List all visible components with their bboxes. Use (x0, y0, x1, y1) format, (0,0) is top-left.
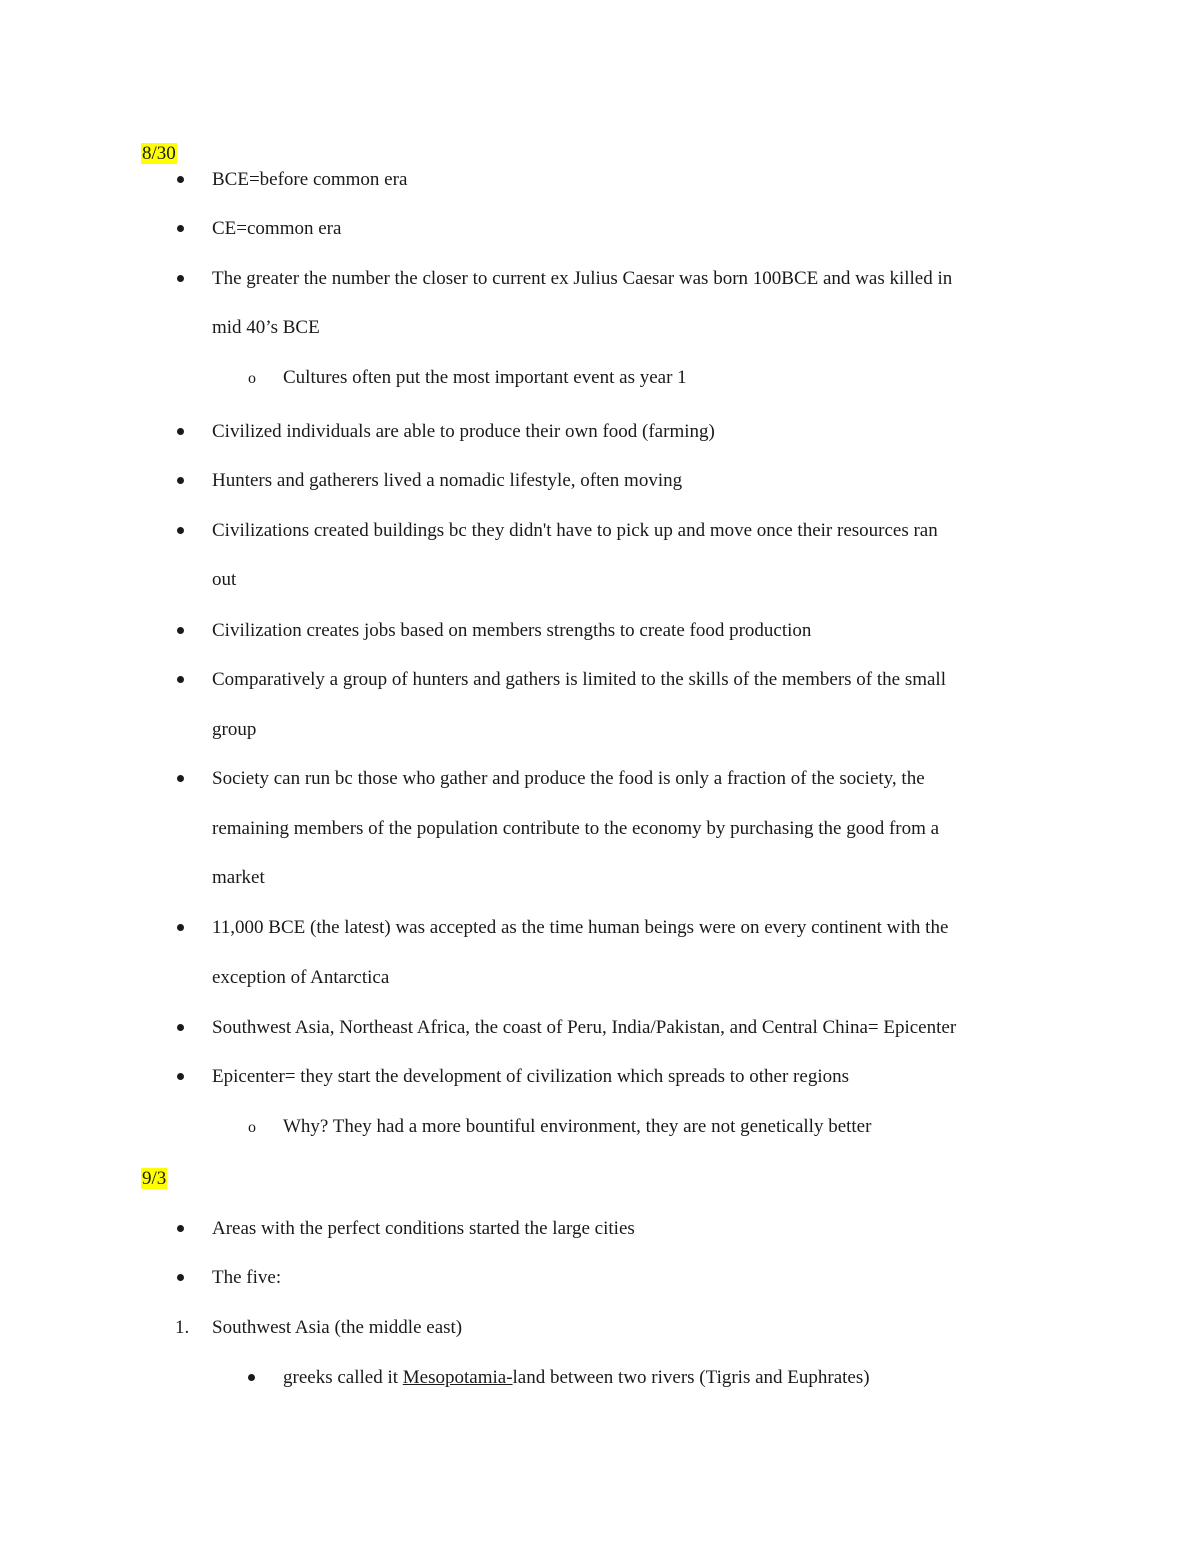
list-item-continuation: mid 40’s BCE (212, 317, 320, 338)
list-item: Hunters and gatherers lived a nomadic lifestyle, often moving (212, 470, 683, 491)
bullet-icon (177, 527, 184, 534)
list-number: 1. (175, 1317, 190, 1338)
list-item-continuation: exception of Antarctica (212, 967, 390, 988)
list-item: Epicenter= they start the development of civilization which spreads to other regions (212, 1066, 849, 1087)
list-item: 11,000 BCE (the latest) was accepted as the time human beings were on every continent with the (212, 917, 949, 938)
list-item-continuation: out (212, 569, 237, 590)
sub-item-suffix: land between two rivers (Tigris and Euphrates) (512, 1367, 870, 1388)
list-item: CE=common era (212, 218, 342, 239)
list-item: Southwest Asia, Northeast Africa, the coast of Peru, India/Pakistan, and Central China= Epicenter (212, 1017, 957, 1038)
list-item: Civilization creates jobs based on members strengths to create food production (212, 620, 812, 641)
bullet-icon (177, 627, 184, 634)
bullet-icon (177, 1073, 184, 1080)
numbered-list-item: Southwest Asia (the middle east) (212, 1317, 463, 1338)
bullet-icon (248, 1374, 255, 1381)
list-item: Civilized individuals are able to produce their own food (farming) (212, 421, 715, 442)
bullet-icon (177, 275, 184, 282)
sub-list-item: Cultures often put the most important event as year 1 (283, 367, 687, 388)
underlined-term: Mesopotamia- (402, 1367, 513, 1388)
bullet-icon (177, 176, 184, 183)
list-item-continuation: group (212, 719, 257, 740)
bullet-icon (177, 924, 184, 931)
list-item: Areas with the perfect conditions started the large cities (212, 1218, 635, 1239)
bullet-icon (177, 676, 184, 683)
sub-item-prefix: greeks called it (283, 1367, 403, 1388)
list-item: Civilizations created buildings bc they didn't have to pick up and move once their resources ran (212, 520, 938, 541)
bullet-icon (177, 1024, 184, 1031)
sub-bullet-icon: o (248, 370, 256, 387)
bullet-icon (177, 1225, 184, 1232)
date-highlight: 8/30 (142, 143, 176, 164)
sub-list-item (283, 1366, 870, 1390)
date-heading (141, 142, 177, 166)
list-item-continuation: market (212, 867, 265, 888)
date-highlight: 9/3 (142, 1168, 167, 1189)
list-item: Comparatively a group of hunters and gathers is limited to the skills of the members of the small (212, 669, 946, 690)
sub-list-item: Why? They had a more bountiful environment, they are not genetically better (283, 1116, 872, 1137)
list-item: BCE=before common era (212, 169, 408, 190)
bullet-icon (177, 477, 184, 484)
bullet-icon (177, 428, 184, 435)
list-item: The greater the number the closer to current ex Julius Caesar was born 100BCE and was killed in (212, 268, 953, 289)
bullet-icon (177, 775, 184, 782)
bullet-icon (177, 1274, 184, 1281)
date-heading (141, 1167, 167, 1191)
sub-bullet-icon: o (248, 1119, 256, 1136)
list-item: The five: (212, 1267, 282, 1288)
list-item: Society can run bc those who gather and produce the food is only a fraction of the society, the (212, 768, 925, 789)
bullet-icon (177, 225, 184, 232)
list-item-continuation: remaining members of the population contribute to the economy by purchasing the good from a (212, 818, 940, 839)
